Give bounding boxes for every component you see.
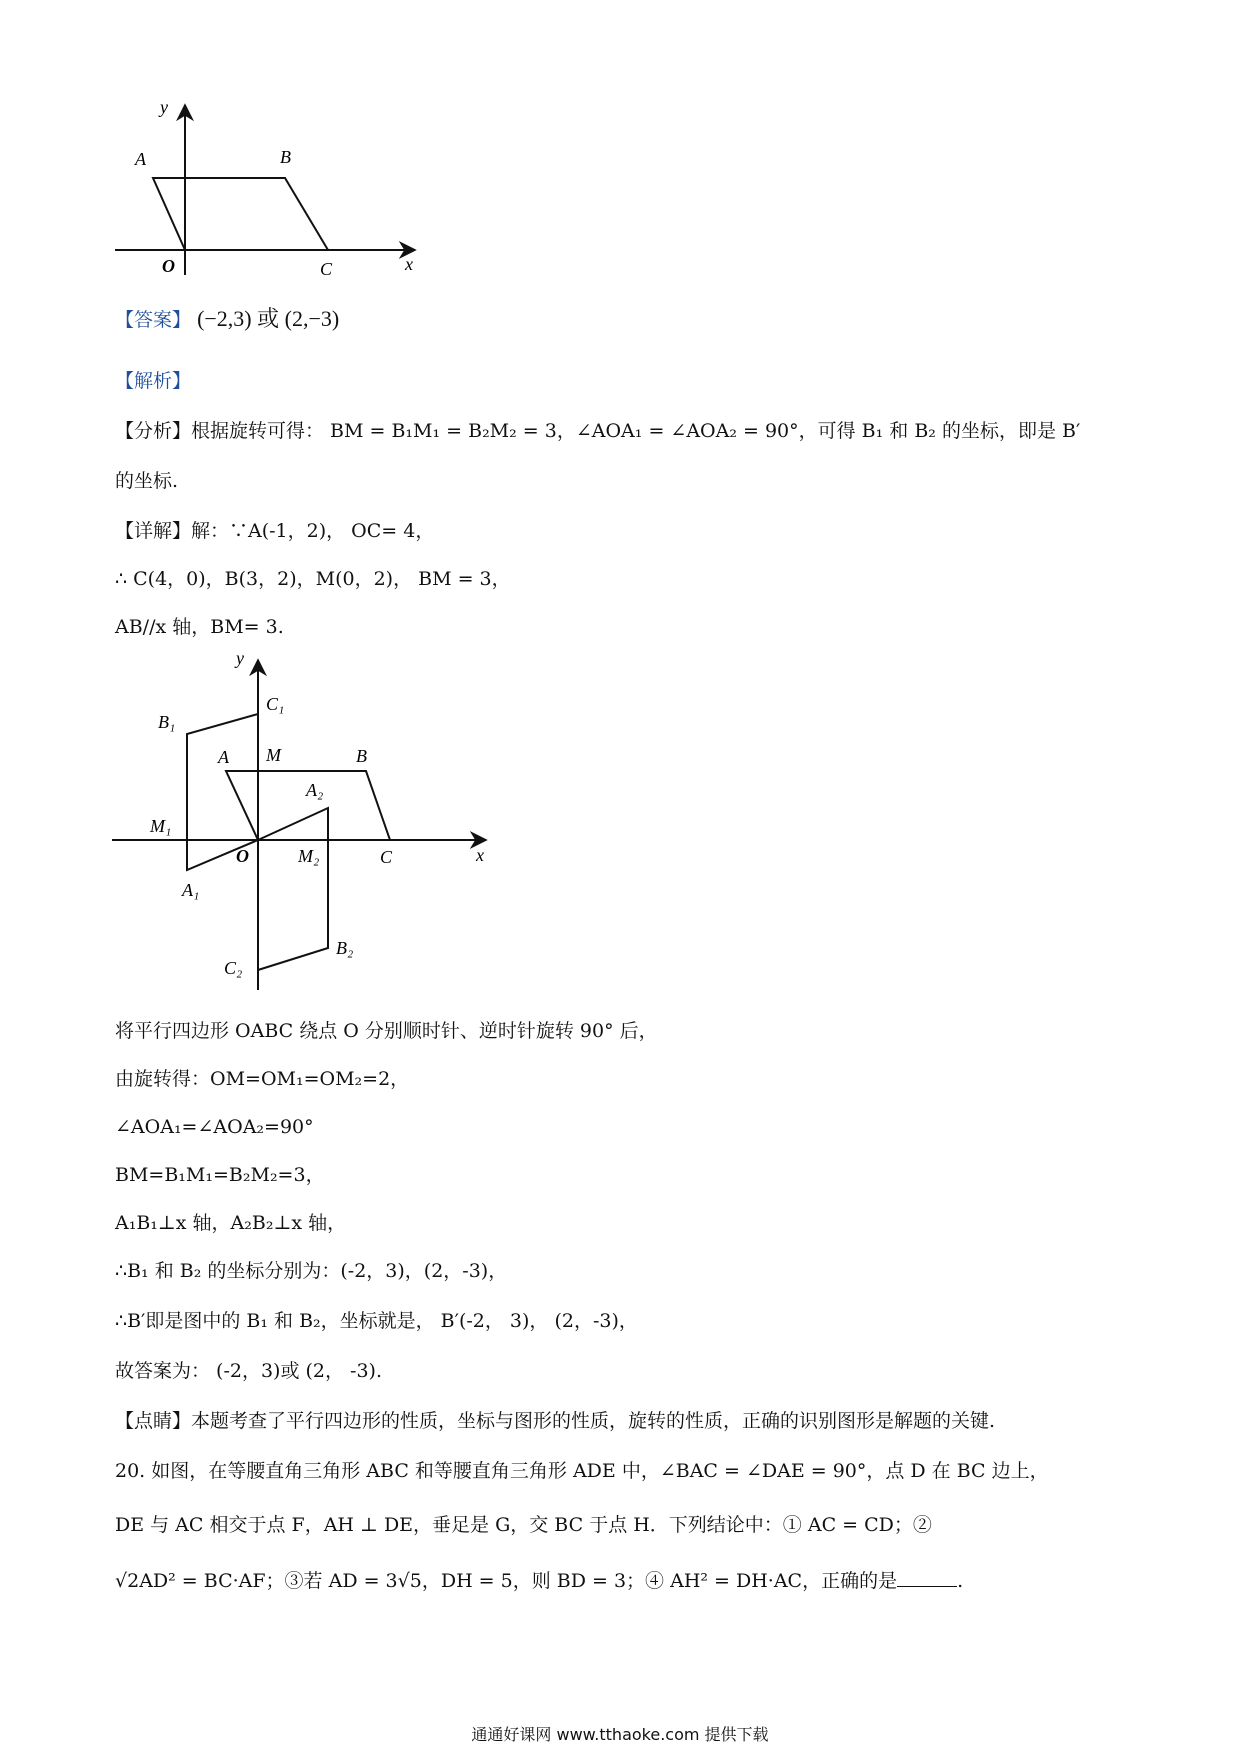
detail-line-1: 【详解】解：∵A(-1，2)， OC= 4，: [115, 520, 435, 542]
step-line-6: ∴B₁ 和 B₂ 的坐标分别为：(-2，3)，(2，-3)，: [115, 1260, 508, 1282]
label-C1: C₁: [266, 694, 285, 714]
label-C: C: [380, 847, 393, 867]
label-M2: M₂: [298, 846, 320, 866]
label-M: M: [266, 745, 281, 765]
step-line-7: ∴B′即是图中的 B₁ 和 B₂，坐标就是， B′(-2， 3)， (2，-3)，: [115, 1310, 638, 1332]
label-A1: A₁: [182, 880, 200, 900]
question-20-text-3: √2AD² = BC·AF；③若 AD = 3√5，DH = 5，则 BD = 3；④ AH² = DH·AC，正确的是: [115, 1570, 898, 1592]
detail-line-3: AB//x 轴，BM= 3.: [115, 616, 284, 638]
label-y: y: [160, 97, 168, 117]
label-x: x: [405, 254, 413, 274]
answer-tag: 【答案】: [115, 309, 192, 331]
label-B2: B₂: [336, 938, 354, 958]
parallelogram-oabc: [153, 178, 328, 250]
label-C2: C₂: [224, 958, 243, 978]
label-B: B: [356, 746, 367, 766]
label-B: B: [280, 147, 291, 167]
step-line-8: 故答案为： (-2，3)或 (2， -3).: [115, 1360, 383, 1382]
label-O: O: [162, 256, 175, 276]
label-x-2: x: [476, 845, 484, 865]
parallelogram-rotated-2: [258, 808, 328, 970]
answer-text: (−2,3) 或 (2,−3): [197, 306, 340, 331]
step-line-3: ∠AOA₁=∠AOA₂=90°: [115, 1116, 314, 1138]
analysis-tag: 【解析】: [115, 370, 192, 392]
answer-blank: [897, 1568, 957, 1587]
question-20-line-3: [115, 1568, 963, 1594]
label-O: O: [236, 846, 249, 866]
step-line-5: A₁B₁⊥x 轴，A₂B₂⊥x 轴，: [115, 1212, 347, 1234]
label-M1: M₁: [150, 816, 172, 836]
label-y-2: y: [236, 648, 244, 668]
label-C: C: [320, 259, 333, 279]
label-B1: B₁: [158, 712, 176, 732]
figure-parallelogram: [110, 95, 430, 285]
fenxi-line-2: 的坐标.: [115, 470, 179, 492]
label-A: A: [135, 149, 146, 169]
step-line-2: 由旋转得：OM=OM₁=OM₂=2，: [115, 1068, 410, 1090]
figure-rotation: [108, 648, 508, 1008]
page-footer: 通通好课网 www.tthaoke.com 提供下载: [471, 1725, 769, 1744]
step-line-1: 将平行四边形 OABC 绕点 O 分别顺时针、逆时针旋转 90° 后，: [115, 1020, 658, 1042]
fenxi-line-1: 【分析】根据旋转可得： BM = B₁M₁ = B₂M₂ = 3，∠AOA₁ = ∠AOA₂ = 90°，可得 B₁ 和 B₂ 的坐标，即是 B′: [115, 420, 1081, 442]
question-20-line-2: DE 与 AC 相交于点 F，AH ⊥ DE，垂足是 G，交 BC 于点 H．下列结论中：① AC = CD；②: [115, 1514, 932, 1536]
dianjing-line: 【点睛】本题考查了平行四边形的性质，坐标与图形的性质，旋转的性质，正确的识别图形是解题的关键.: [115, 1410, 996, 1432]
detail-line-2: ∴ C(4，0)，B(3，2)，M(0，2)， BM = 3，: [115, 568, 511, 590]
label-A2: A₂: [306, 780, 324, 800]
answer-line: [115, 306, 339, 333]
question-20-line-1: 20. 如图，在等腰直角三角形 ABC 和等腰直角三角形 ADE 中，∠BAC = ∠DAE = 90°，点 D 在 BC 边上，: [115, 1460, 1049, 1482]
question-20-end: .: [957, 1570, 964, 1592]
step-line-4: BM=B₁M₁=B₂M₂=3，: [115, 1164, 325, 1186]
label-A: A: [218, 747, 229, 767]
